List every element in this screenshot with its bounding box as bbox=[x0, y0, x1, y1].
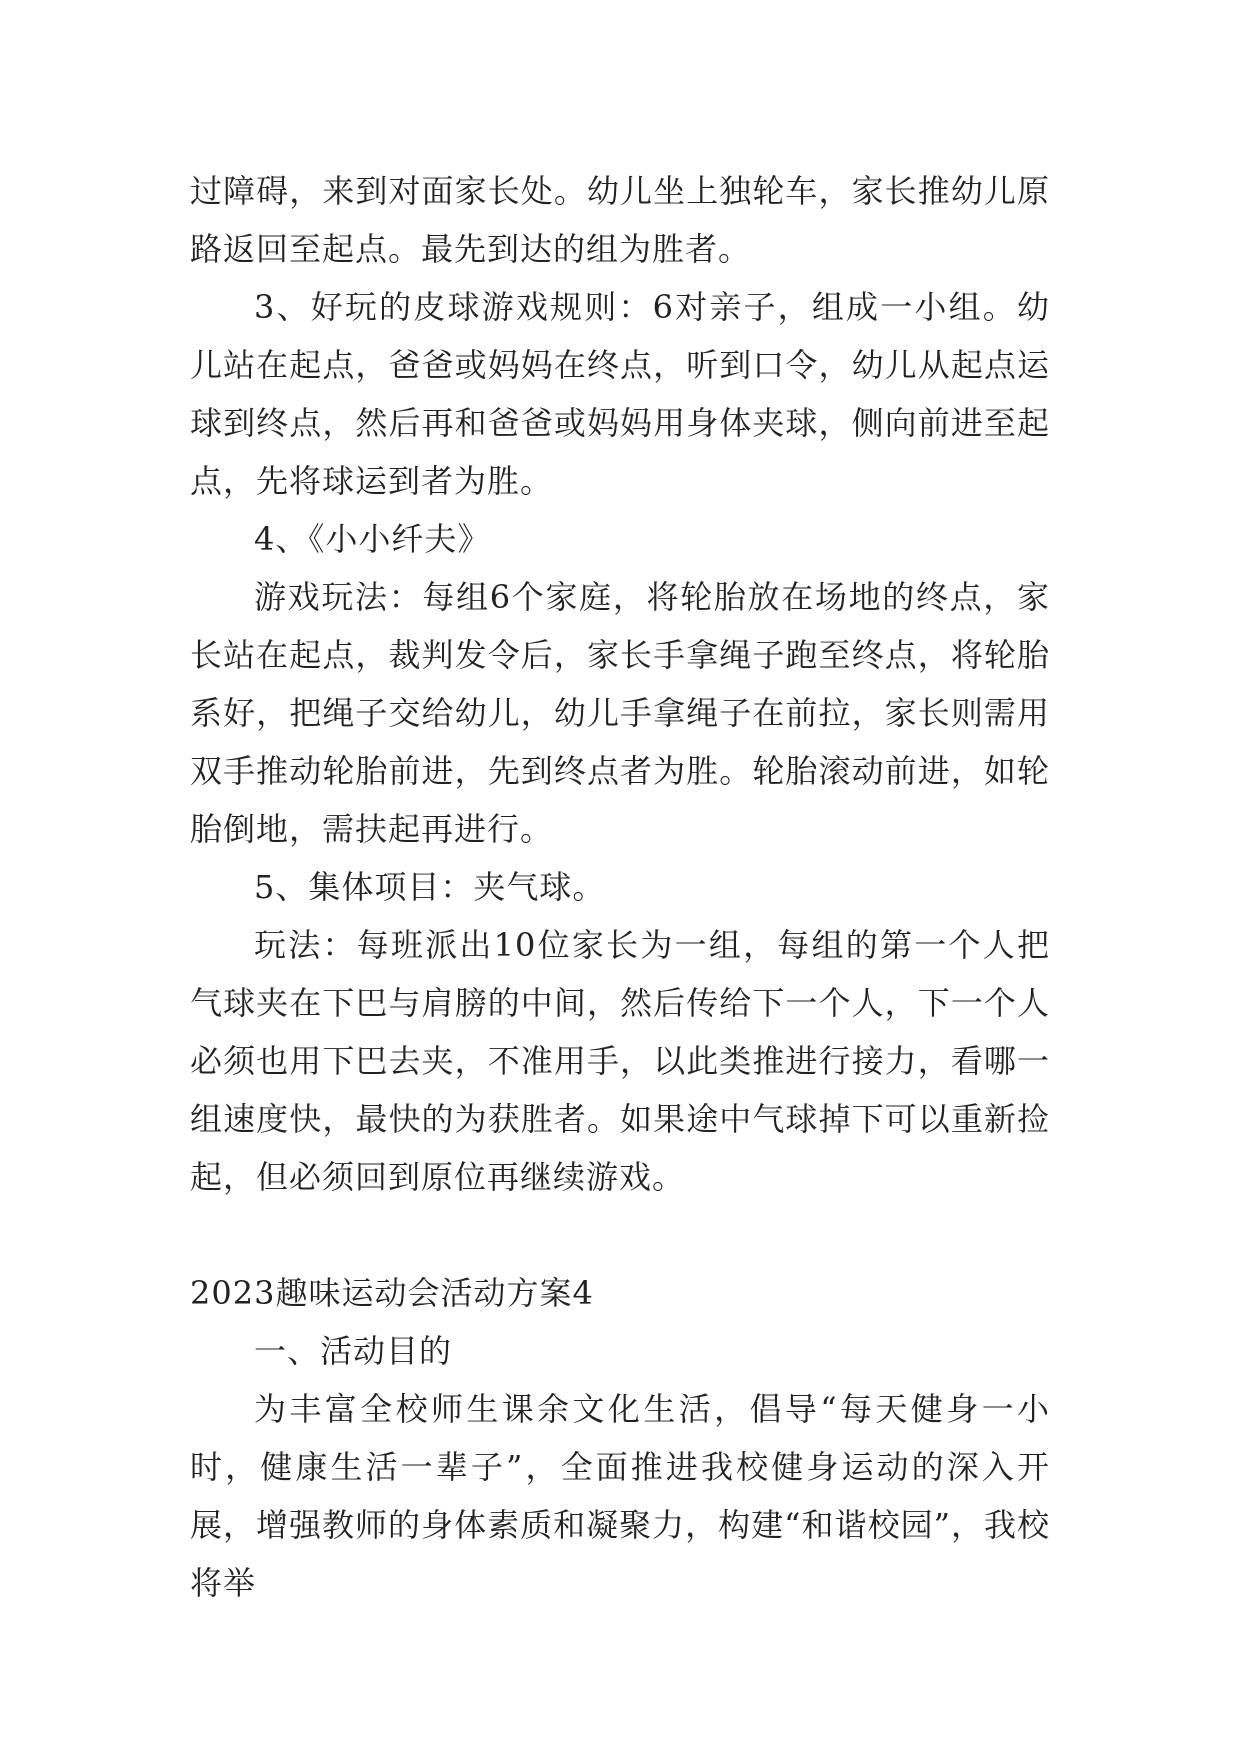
paragraph-obstacle-race: 过障碍，来到对面家长处。幼儿坐上独轮车，家长推幼儿原路返回至起点。最先到达的组为胜者。 bbox=[190, 172, 1050, 268]
paragraph-little-tracker-rules: 游戏玩法：每组6个家庭，将轮胎放在场地的终点，家长站在起点，裁判发令后，家长手拿绳子跑至终点，将轮胎系好，把绳子交给幼儿，幼儿手拿绳子在前拉，家长则需用双手推动轮胎前进，先到终点者为胜。轮胎滚动前进，如轮胎倒地，需扶起再进行。 bbox=[190, 578, 1050, 848]
section-title: 2023趣味运动会活动方案4 bbox=[190, 1274, 594, 1312]
paragraph-little-tracker-title: 4、《小小纤夫》 bbox=[254, 520, 491, 558]
paragraph-balloon-rules: 玩法：每班派出10位家长为一组，每组的第一个人把气球夹在下巴与肩膀的中间，然后传给下一个人，下一个人必须也用下巴去夹，不准用手，以此类推进行接力，看哪一组速度快，最快的为获胜者。如果途中气球掉下可以重新捡起，但必须回到原位再继续游戏。 bbox=[190, 926, 1050, 1196]
paragraph-ball-game-rules: 3、好玩的皮球游戏规则：6对亲子，组成一小组。幼儿站在起点，爸爸或妈妈在终点，听到口令，幼儿从起点运球到终点，然后再和爸爸或妈妈用身体夹球，侧向前进至起点，先将球运到者为胜。 bbox=[190, 288, 1050, 500]
paragraph-activity-purpose-heading: 一、活动目的 bbox=[254, 1332, 453, 1370]
paragraph-balloon-title: 5、集体项目：夹气球。 bbox=[254, 868, 606, 906]
paragraph-activity-purpose-body: 为丰富全校师生课余文化生活，倡导“每天健身一小时，健康生活一辈子”，全面推进我校健身运动的深入开展，增强教师的身体素质和凝聚力，构建“和谐校园”，我校将举 bbox=[190, 1390, 1050, 1602]
document-body bbox=[190, 162, 1050, 1612]
